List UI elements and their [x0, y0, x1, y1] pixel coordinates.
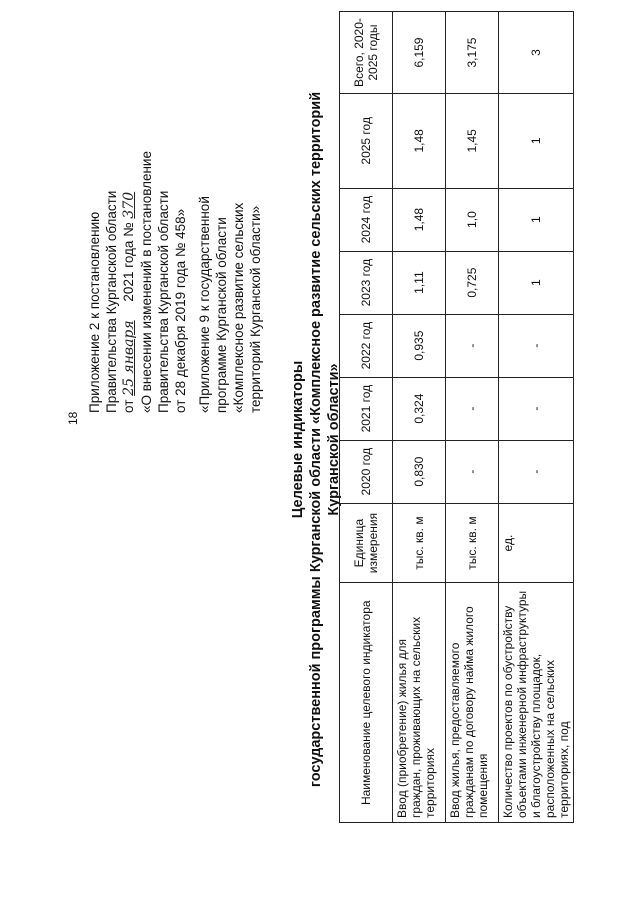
value-cell: -: [499, 377, 574, 440]
appendix-line: от 28 декабря 2019 года № 458»: [173, 208, 188, 413]
value-cell: 0,830: [393, 440, 446, 503]
appendix-line: Правительства Курганской области: [156, 190, 171, 413]
value-cell: -: [499, 440, 574, 503]
date-prefix: от: [121, 399, 136, 413]
unit-cell: тыс. кв. м: [393, 503, 446, 583]
date-year: 2021 года №: [121, 222, 136, 302]
value-cell: 1,11: [393, 251, 446, 314]
value-cell: 1: [499, 188, 574, 251]
table-row: [499, 12, 574, 823]
appendix-date-line: [120, 53, 138, 413]
total-cell: 3: [499, 12, 574, 94]
title-line: Целевые индикаторы: [290, 360, 306, 519]
value-cell: -: [446, 440, 499, 503]
value-cell: 1,0: [446, 188, 499, 251]
value-cell: 1,48: [393, 188, 446, 251]
value-cell: -: [446, 314, 499, 377]
header-2020: 2020 год: [340, 440, 393, 503]
unit-cell: ед.: [499, 503, 574, 583]
header-2023: 2023 год: [340, 251, 393, 314]
header-2025: 2025 год: [340, 94, 393, 189]
indicator-name-cell: Ввод жилья, предоставляемого гражданам по договору найма жилого помещения: [446, 583, 499, 823]
header-indicator-name: Наименование целевого индикатора: [340, 583, 393, 823]
handwritten-number: 370: [121, 191, 137, 219]
indicator-name-cell: Количество проектов по обустройству объектами инженерной инфраструктуры и благоустройству площадок, расположенных на сельских территориях, под: [499, 583, 574, 823]
appendix-block: [86, 53, 189, 413]
total-cell: 6,159: [393, 12, 446, 94]
appendix-line: Приложение 2 к постановлению: [87, 211, 102, 413]
handwritten-date: 25 января: [121, 320, 137, 396]
table-row: [446, 12, 499, 823]
value-cell: 0,725: [446, 251, 499, 314]
unit-cell: тыс. кв. м: [446, 503, 499, 583]
value-cell: 1: [499, 251, 574, 314]
table-header-row: [340, 12, 393, 823]
indicators-table: [339, 11, 574, 823]
header-unit: Единица измерения: [340, 503, 393, 583]
indicator-name-cell: Ввод (приобретение) жилья для граждан, проживающих на сельских территориях: [393, 583, 446, 823]
appendix-line: Правительства Курганской области: [104, 190, 119, 413]
value-cell: 1,45: [446, 94, 499, 189]
title-line: Курганской области»: [326, 363, 342, 516]
header-2021: 2021 год: [340, 377, 393, 440]
document-title: [289, 82, 343, 797]
appendix-line: «О внесении изменений в постановление: [139, 151, 154, 413]
header-total: Всего, 2020-2025 годы: [340, 12, 393, 94]
program-reference-block: [196, 53, 264, 413]
total-cell: 3,175: [446, 12, 499, 94]
header-2022: 2022 год: [340, 314, 393, 377]
value-cell: 0,935: [393, 314, 446, 377]
value-cell: -: [499, 314, 574, 377]
program-ref-line: «Комплексное развитие сельских: [231, 202, 246, 413]
program-ref-line: программе Курганской области: [214, 217, 229, 413]
title-line: государственной программы Курганской области «Комплексное развитие сельских территорий: [308, 91, 324, 788]
value-cell: 0,324: [393, 377, 446, 440]
page-number: 18: [66, 411, 80, 425]
value-cell: -: [446, 377, 499, 440]
value-cell: 1,48: [393, 94, 446, 189]
value-cell: 1: [499, 94, 574, 189]
header-2024: 2024 год: [340, 188, 393, 251]
table-row: [393, 12, 446, 823]
program-ref-line: территорий Курганской области»: [248, 205, 263, 413]
program-ref-line: «Приложение 9 к государственной: [197, 196, 212, 413]
